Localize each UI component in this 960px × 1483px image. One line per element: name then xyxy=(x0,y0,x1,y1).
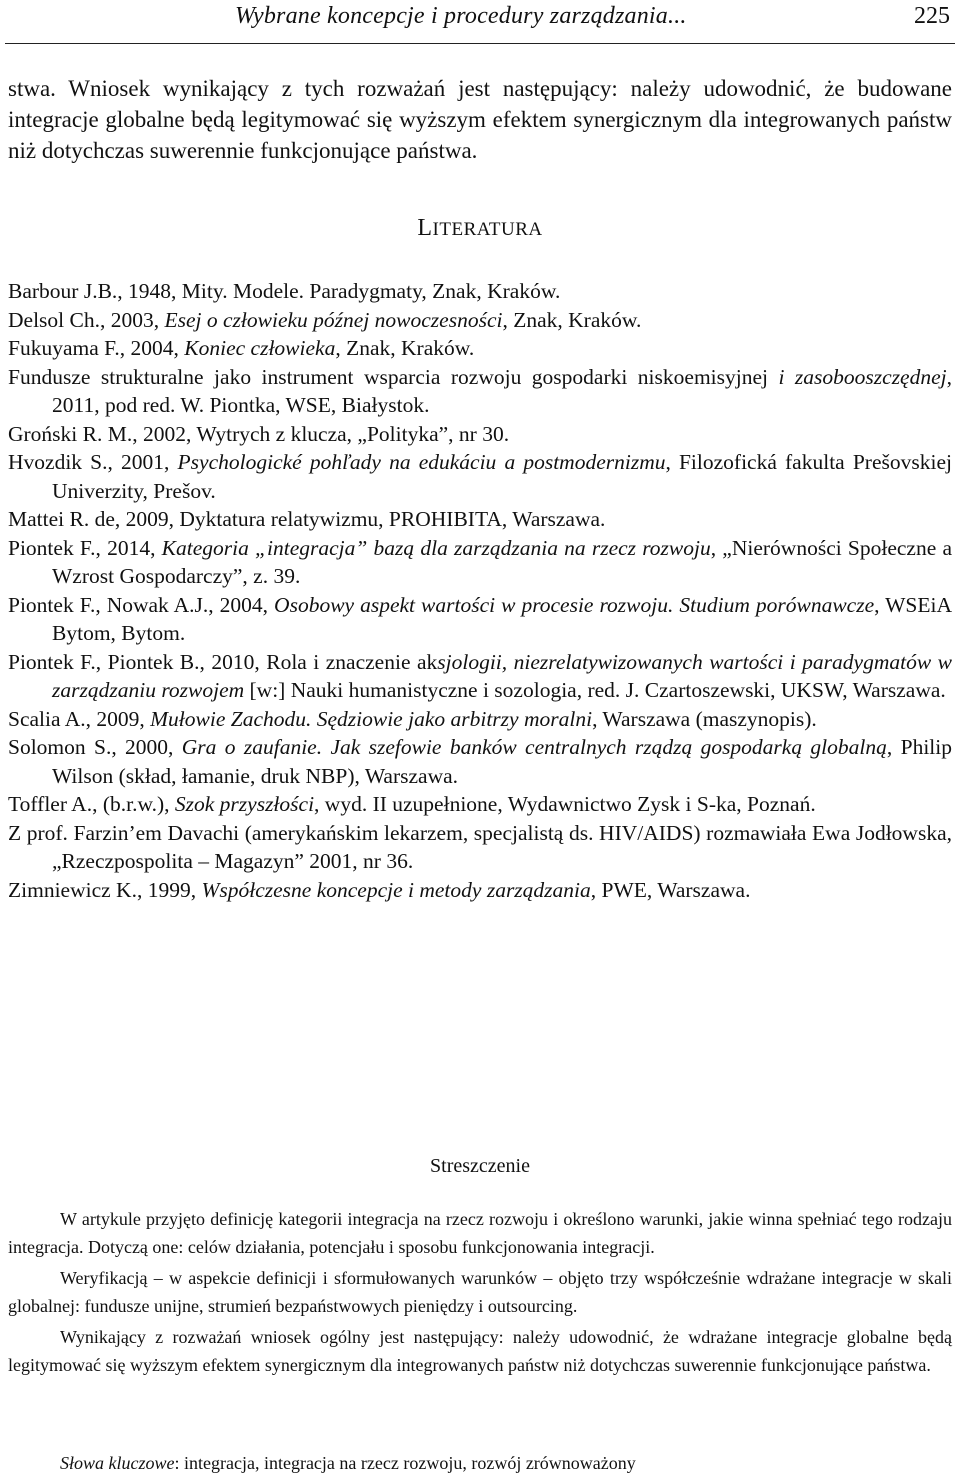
reference-text: , Filozofická fakulta Prešovskiej Univerzity, Prešov. xyxy=(52,450,952,503)
reference-text: Fukuyama F., 2004, xyxy=(8,336,185,360)
reference-text: Groński R. M., 2002, Wytrych z klucza, „Polityka”, nr 30. xyxy=(8,421,510,446)
reference-title: Psychologické pohľady na edukáciu a postmodernizmu xyxy=(177,450,666,474)
reference-text: , Znak, Kraków. xyxy=(335,336,475,360)
reference-title: Mułowie Zachodu. Sędziowie jako arbitrzy moralni xyxy=(150,706,593,731)
summary-paragraph: W artykule przyjęto definicję kategorii integracja na rzecz rozwoju i określono warunki, jakie winna spełniać tego rodzaju integracja. Dotyczą one: celów działania, potencjału i sposobu funkcjonowania integracji. xyxy=(8,1209,952,1257)
reference-item xyxy=(8,790,952,819)
summary-body xyxy=(8,1205,952,1382)
reference-text: Delsol Ch., 2003, xyxy=(8,307,165,332)
reference-item xyxy=(8,876,952,905)
reference-text: Solomon S., 2000, xyxy=(8,735,182,759)
reference-text: Piontek F., Piontek B., 2010, Rola i znaczenie ak xyxy=(8,649,438,674)
reference-item xyxy=(8,648,952,705)
reference-text: Z prof. Farzin’em Davachi (amerykańskim lekarzem, specjalistą ds. HIV/AIDS) rozmawiała Ewa Jodłowska, „Rzeczpospolita – Magazyn” 2001, nr 36. xyxy=(8,820,952,873)
reference-item xyxy=(8,505,952,534)
intro-paragraph: stwa. Wniosek wynikający z tych rozważań jest następujący: należy udowodnić, że budowane integracje globalne będą legitymować się wyższym efektem synergicznym dla integrowanych państw niż dotychczas suwerennie funkcjonujące państwa. xyxy=(8,76,952,163)
reference-text: Toffler A., (b.r.w.), xyxy=(8,792,175,816)
reference-text: Scalia A., 2009, xyxy=(8,706,151,731)
page-number: 225 xyxy=(914,3,950,29)
reference-item xyxy=(8,448,952,505)
reference-text: Hvozdik S., 2001, xyxy=(8,450,178,474)
reference-text: , Znak, Kraków. xyxy=(502,307,642,332)
summary-paragraph: Wynikający z rozważań wniosek ogólny jest następujący: należy udowodnić, że wdrażane integracje globalne będą legitymować się wyższym efektem synergicznym dla integrowanych państw niż dotychczas suwerennie funkcjonujące państwa. xyxy=(8,1327,952,1375)
reference-text: Piontek F., Nowak A.J., 2004, xyxy=(8,592,275,617)
reference-title: Szok przyszłości xyxy=(174,792,315,816)
reference-title: sjologii, niezrelatywizowanych wartości i paradygmatów w zarządzaniu rozwojem xyxy=(52,649,952,702)
reference-item xyxy=(8,334,952,363)
reference-text: , Philip Wilson (skład, łamanie, druk NBP), Warszawa. xyxy=(52,735,952,788)
summary-paragraph: Weryfikacją – w aspekcie definicji i sformułowanych warunków – objęto trzy współcześnie wdrażane integracje w skali globalnej: fundusze unijne, strumień bezpaństwowych pieniędzy i outsourcing. xyxy=(8,1268,952,1316)
reference-text: [w:] Nauki humanistyczne i sozologia, red. J. Czartoszewski, UKSW, Warszawa. xyxy=(244,678,946,702)
reference-text: Piontek F., 2014, xyxy=(8,535,162,560)
reference-item xyxy=(8,363,952,420)
literature-heading-initial: L xyxy=(417,215,433,241)
reference-text: , PWE, Warszawa. xyxy=(590,877,751,902)
reference-item xyxy=(8,733,952,790)
reference-text: , 2011, pod red. W. Piontka, WSE, Białystok. xyxy=(52,364,952,417)
summary-heading: Streszczenie xyxy=(430,1155,530,1177)
reference-item xyxy=(8,534,952,591)
reference-item xyxy=(8,819,952,876)
reference-item xyxy=(8,591,952,648)
reference-text: , „Nierówności Społeczne a Wzrost Gospodarczy”, z. 39. xyxy=(52,535,952,588)
running-header xyxy=(5,0,955,44)
reference-title: Gra o zaufanie. Jak szefowie banków centralnych rządzą gospodarką globalną xyxy=(181,735,887,759)
reference-item xyxy=(8,705,952,734)
reference-title: Współczesne koncepcje i metody zarządzania xyxy=(201,877,591,902)
reference-item xyxy=(8,420,952,449)
reference-text: , Warszawa (maszynopis). xyxy=(592,706,817,731)
reference-list xyxy=(8,277,952,904)
reference-item xyxy=(8,277,952,306)
reference-title: Koniec człowieka xyxy=(184,336,336,360)
keywords-text: : integracja, integracja na rzecz rozwoju, rozwój zrównoważony xyxy=(174,1453,636,1473)
reference-text: , WSEiA Bytom, Bytom. xyxy=(52,592,952,645)
keywords-line xyxy=(60,1453,636,1474)
keywords-label: Słowa kluczowe xyxy=(60,1453,175,1473)
reference-title: Kategoria „integracja” bazą dla zarządzania na rzecz rozwoju xyxy=(161,535,711,560)
reference-item xyxy=(8,306,952,335)
reference-text: Mattei R. de, 2009, Dyktatura relatywizmu, PROHIBITA, Warszawa. xyxy=(8,507,606,531)
reference-title: Esej o człowieku późnej nowoczesności xyxy=(164,307,503,332)
reference-text: Zimniewicz K., 1999, xyxy=(8,877,202,902)
literature-heading xyxy=(0,215,960,242)
reference-title: Osobowy aspekt wartości w procesie rozwoju. Studium porównawcze xyxy=(274,592,875,617)
reference-title: i zasobooszczędnej xyxy=(778,364,947,389)
reference-text: Barbour J.B., 1948, Mity. Modele. Paradygmaty, Znak, Kraków. xyxy=(8,279,561,303)
reference-text: , wyd. II uzupełnione, Wydawnictwo Zysk i S-ka, Poznań. xyxy=(314,792,816,816)
running-title: Wybrane koncepcje i procedury zarządzania... xyxy=(235,3,687,29)
reference-text: Fundusze strukturalne jako instrument wsparcia rozwoju gospodarki niskoemisyjnej xyxy=(8,364,779,389)
literature-heading-rest: ITERATURA xyxy=(432,219,543,240)
